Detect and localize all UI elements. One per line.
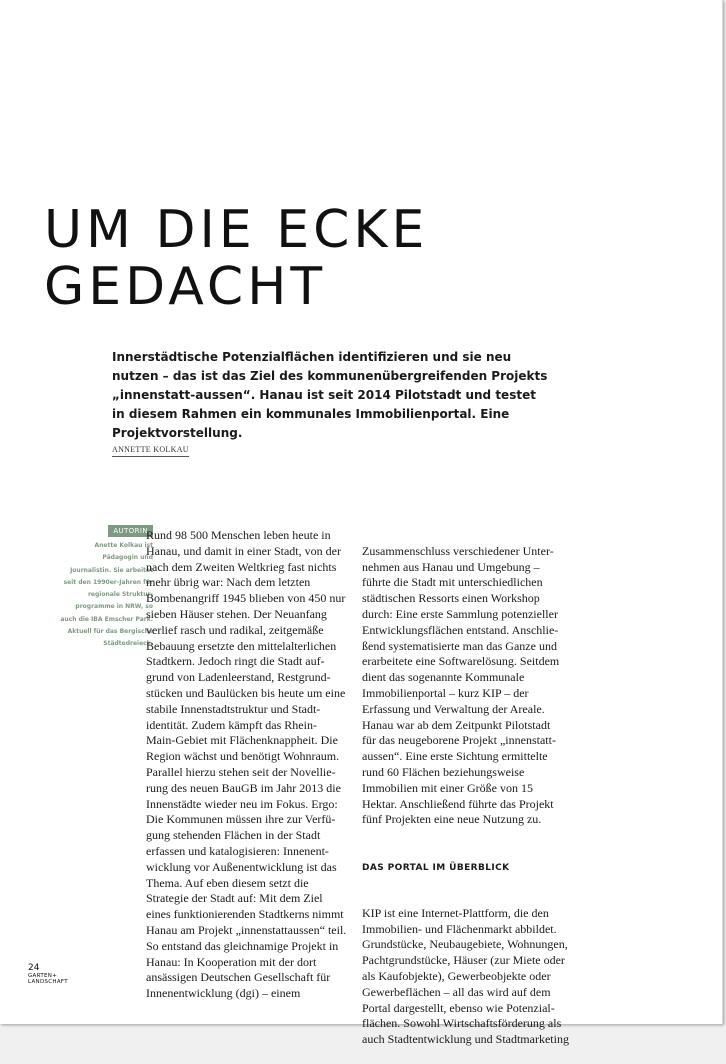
body-column-1: Rund 98 500 Menschen leben heute in Hanau, und damit in einer Stadt, von der nach dem Zweiten Weltkrieg fast nichts mehr übrig war: Nach dem letzten Bombenangriff 1945 blieben von 450 nur sieben Häuser stehen. Der Neuanfang verlief rasch und radikal, zeitgemäße Bebauung ersetzte den mittelalterlichen Stadtkern. Jedoch ringt die Stadt auf- grund von Ladenleerstand, Restgrund- stücken und Baulücken bis heute um eine stabile Innenstadtstruktur und Stadt- identität. Zudem kämpft das Rhein- Main-Gebiet mit Flächenknappheit. Die Region wächst und benötigt Wohnraum. Parallel hierzu stehen seit der Novellie- rung des neuen BauGB im Jahr 2013 die Innenstädte wieder neu im Fokus. Ergo: Die Kommunen müssen ihre zur Verfü- gung stehenden Flächen in der Stadt erfassen und katalogisieren: Innenent- wicklung vor Außenentwicklung ist das Thema. Auf eben diesem setzt die Strategie der Stadt auf: Mit dem Ziel eines funktionierenden Stadtkerns nimmt Hanau am Projekt „innenstattaussen“ teil. So entstand das gleichnamige Projekt in Hanau: In Kooperation mit der dort ansässigen Deutschen Gesellschaft für Innenentwicklung (dgi) – einem: [146, 528, 347, 1001]
author-byline: ANNETTE KOLKAU: [112, 445, 189, 457]
column-2-text-2: KIP ist eine Internet-Plattform, die den Immobilien- und Flächenmarkt abbildet. Grundstücke, Neubaugebiete, Wohnungen, Pachtgrundstücke, Häuser (zur Miete oder als Kaufobjekte), Gewerbeobjekte oder Gewerbeflächen – all das wird auf dem Portal dargestellt, ebenso wie Potenzial- flächen. Sowohl Wirtschaftsförderung als auch Stadtentwicklung und Stadtmarketing: [362, 905, 569, 1047]
title-line-1: UM DIE ECKE: [44, 200, 429, 260]
author-sidebar: [60, 520, 153, 651]
author-badge: AUTORIN: [108, 525, 153, 537]
article-title: [44, 202, 684, 316]
page-footer: [28, 963, 68, 985]
magazine-name-line-1: GARTEN+: [28, 973, 58, 979]
page-number: 24: [28, 963, 40, 973]
section-subhead: DAS PORTAL IM ÜBERBLICK: [362, 862, 510, 873]
column-2-text-1: Zusammenschluss verschiedener Unter- nehmen aus Hanau und Umgebung – führte die Stadt mit unterschiedlichen städtischen Ressorts einen Workshop durch: Eine erste Sammlung potenzieller Entwicklungsflächen entstand. Anschlie- ßend systematisierte man das Ganze und erarbeitete eine Softwarelösung. Seitdem dient das sogenannte Kommunale Immobilienportal – kurz KIP – der Erfassung und Verwaltung der Areale. Hanau war ab dem Zeitpunkt Pilotstadt für das neugeborene Projekt „innenstatt- aussen“. Eine erste Sichtung ermittelte rund 60 Flächen beziehungsweise Immobilien mit einer Größe von 15 Hektar. Anschließend führte das Projekt fünf Projekten eine neue Nutzung zu.: [362, 543, 560, 827]
magazine-name-line-2: LANDSCHAFT: [28, 979, 68, 985]
author-bio: Anette Kolkau ist Pädagogin und Journalistin. Sie arbeitet seit den 1990er-Jahren für regionale Struktur-programme in NRW, so auch die IBA Emscher Park. Aktuell für das Bergische Städtedreieck.: [60, 542, 153, 648]
body-column-2: [362, 528, 572, 1064]
article-lead: Innerstädtische Potenzialflächen identifizieren und sie neu nutzen – das ist das Ziel des kommunenübergreifenden Projekts „innenstatt-aussen“. Hanau ist seit 2014 Pilotstadt und testet in diesem Rahmen ein kommunales Immobilienportal. Eine Projektvorstellung.: [112, 350, 548, 440]
title-line-2: GEDACHT: [44, 257, 327, 317]
